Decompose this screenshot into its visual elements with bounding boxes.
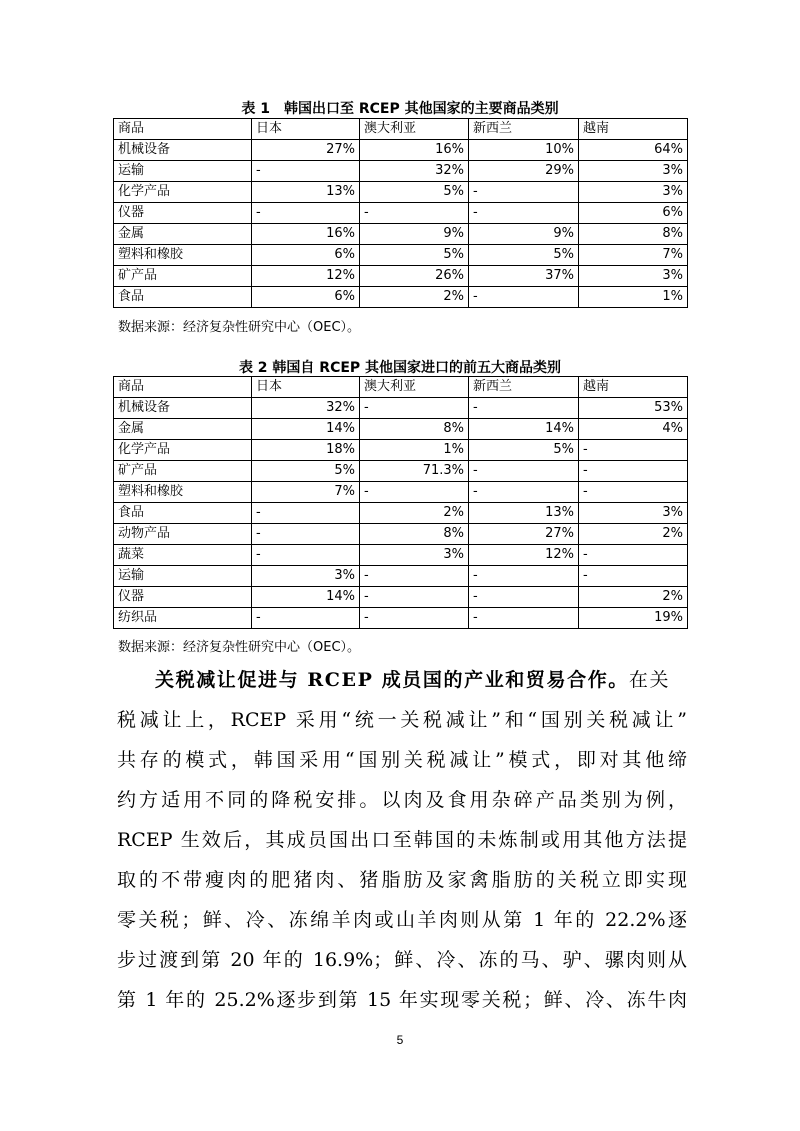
table1-source-note: 数据来源：经济复杂性研究中心（OEC）。	[118, 320, 361, 335]
table-cell: 2%	[579, 524, 688, 545]
table-cell: 7%	[579, 245, 688, 266]
paragraph-first-line	[117, 660, 687, 700]
table-cell: -	[469, 587, 579, 608]
column-header: 新西兰	[469, 377, 579, 398]
page-number: 5	[396, 1033, 404, 1047]
table-row	[114, 398, 688, 419]
table-cell: -	[252, 161, 360, 182]
table-cell: -	[252, 545, 360, 566]
table-cell: -	[469, 461, 579, 482]
table-cell: 27%	[469, 524, 579, 545]
row-label: 食品	[114, 503, 252, 524]
paragraph-line: 取的不带瘦肉的肥猪肉、猪脂肪及家禽脂肪的关税立即实现	[117, 869, 687, 891]
table-cell: -	[579, 566, 688, 587]
table-cell: 5%	[360, 245, 469, 266]
table-cell: -	[360, 482, 469, 503]
table-cell: -	[579, 461, 688, 482]
table-cell: 5%	[469, 440, 579, 461]
table-cell: 2%	[360, 503, 469, 524]
table-cell: 27%	[252, 140, 360, 161]
table-cell: 8%	[579, 224, 688, 245]
table-row	[114, 461, 688, 482]
table-cell: 6%	[252, 287, 360, 308]
table-cell: -	[252, 608, 360, 629]
paragraph-line: 共存的模式，韩国采用“国别关税减让”模式，即对其他缔	[117, 749, 687, 771]
paragraph-heading: 关税减让促进与 RCEP 成员国的产业和贸易合作。	[155, 669, 629, 691]
table-cell: 8%	[360, 524, 469, 545]
table-row	[114, 182, 688, 203]
row-label: 矿产品	[114, 266, 252, 287]
table-header-row	[114, 377, 688, 398]
table-row	[114, 266, 688, 287]
table-cell: 13%	[469, 503, 579, 524]
table-cell: -	[469, 182, 579, 203]
row-label: 仪器	[114, 203, 252, 224]
table-cell: 10%	[469, 140, 579, 161]
table-row	[114, 203, 688, 224]
table-cell: 1%	[579, 287, 688, 308]
column-header: 越南	[579, 119, 688, 140]
table-cell: -	[360, 608, 469, 629]
column-header: 越南	[579, 377, 688, 398]
row-label: 塑料和橡胶	[114, 482, 252, 503]
table-row	[114, 140, 688, 161]
table-row	[114, 587, 688, 608]
row-label: 金属	[114, 419, 252, 440]
table-cell: 1%	[360, 440, 469, 461]
row-label: 机械设备	[114, 140, 252, 161]
table-cell: 5%	[252, 461, 360, 482]
row-label: 机械设备	[114, 398, 252, 419]
table-row	[114, 287, 688, 308]
table-cell: 3%	[579, 503, 688, 524]
table-cell: 2%	[579, 587, 688, 608]
table-row	[114, 545, 688, 566]
row-label: 运输	[114, 161, 252, 182]
table-cell: 19%	[579, 608, 688, 629]
table-cell: 6%	[252, 245, 360, 266]
table1	[113, 118, 688, 308]
table-row	[114, 482, 688, 503]
row-label: 动物产品	[114, 524, 252, 545]
table-header-row	[114, 119, 688, 140]
table-row	[114, 245, 688, 266]
column-header: 日本	[252, 377, 360, 398]
row-label: 金属	[114, 224, 252, 245]
table-row	[114, 440, 688, 461]
table-cell: -	[469, 482, 579, 503]
table-cell: -	[252, 503, 360, 524]
table-row	[114, 419, 688, 440]
table-cell: 6%	[579, 203, 688, 224]
column-header: 商品	[114, 377, 252, 398]
table-row	[114, 224, 688, 245]
table-row	[114, 503, 688, 524]
table-cell: -	[469, 608, 579, 629]
table1-title: 表 1 韩国出口至 RCEP 其他国家的主要商品类别	[241, 101, 559, 117]
table-cell: -	[360, 587, 469, 608]
row-label: 蔬菜	[114, 545, 252, 566]
table-cell: 26%	[360, 266, 469, 287]
table-cell: 5%	[469, 245, 579, 266]
table-cell: 32%	[252, 398, 360, 419]
table-cell: 3%	[579, 161, 688, 182]
row-label: 化学产品	[114, 440, 252, 461]
table-cell: -	[579, 482, 688, 503]
table-cell: 3%	[579, 266, 688, 287]
table-cell: -	[579, 545, 688, 566]
table-cell: 16%	[360, 140, 469, 161]
paragraph-line: RCEP 生效后，其成员国出口至韩国的未炼制或用其他方法提	[117, 829, 687, 851]
paragraph-line: 步过渡到第 20 年的 16.9%；鲜、冷、冻的马、驴、骡肉则从	[117, 949, 687, 971]
row-label: 纺织品	[114, 608, 252, 629]
table-row	[114, 608, 688, 629]
table-cell: 29%	[469, 161, 579, 182]
paragraph-line: 零关税；鲜、冷、冻绵羊肉或山羊肉则从第 1 年的 22.2%逐	[117, 909, 687, 931]
table2-title: 表 2 韩国自 RCEP 其他国家进口的前五大商品类别	[238, 360, 562, 376]
table-cell: -	[469, 287, 579, 308]
table-cell: 37%	[469, 266, 579, 287]
table-cell: 53%	[579, 398, 688, 419]
table-cell: -	[360, 203, 469, 224]
table-cell: 9%	[360, 224, 469, 245]
table-cell: 12%	[252, 266, 360, 287]
column-header: 日本	[252, 119, 360, 140]
row-label: 食品	[114, 287, 252, 308]
table-cell: 2%	[360, 287, 469, 308]
table-cell: 64%	[579, 140, 688, 161]
row-label: 矿产品	[114, 461, 252, 482]
column-header: 商品	[114, 119, 252, 140]
body-paragraph	[117, 660, 687, 1020]
table-row	[114, 161, 688, 182]
column-header: 新西兰	[469, 119, 579, 140]
table-cell: 8%	[360, 419, 469, 440]
table-cell: -	[252, 203, 360, 224]
table-cell: 12%	[469, 545, 579, 566]
row-label: 运输	[114, 566, 252, 587]
table-cell: 14%	[469, 419, 579, 440]
table-cell: 4%	[579, 419, 688, 440]
table-cell: 16%	[252, 224, 360, 245]
table-cell: 3%	[252, 566, 360, 587]
paragraph-first-line-rest: 在关	[628, 669, 671, 691]
table-cell: 32%	[360, 161, 469, 182]
column-header: 澳大利亚	[360, 119, 469, 140]
table2-source-note: 数据来源：经济复杂性研究中心（OEC）。	[118, 640, 361, 655]
paragraph-line: 第 1 年的 25.2%逐步到第 15 年实现零关税；鲜、冷、冻牛肉	[117, 989, 687, 1011]
row-label: 塑料和橡胶	[114, 245, 252, 266]
table-cell: 13%	[252, 182, 360, 203]
table-cell: 7%	[252, 482, 360, 503]
table-cell: -	[579, 440, 688, 461]
table-cell: 71.3%	[360, 461, 469, 482]
table-cell: -	[252, 524, 360, 545]
table-cell: -	[360, 398, 469, 419]
paragraph-line: 约方适用不同的降税安排。以肉及食用杂碎产品类别为例，	[117, 789, 687, 811]
paragraph-line: 税减让上，RCEP 采用“统一关税减让”和“国别关税减让”	[117, 709, 687, 731]
table-cell: 5%	[360, 182, 469, 203]
table-cell: -	[469, 203, 579, 224]
table-row	[114, 524, 688, 545]
table-cell: 3%	[360, 545, 469, 566]
table-cell: 3%	[579, 182, 688, 203]
table-cell: -	[469, 398, 579, 419]
table-cell: 14%	[252, 419, 360, 440]
table-cell: -	[469, 566, 579, 587]
table-cell: 18%	[252, 440, 360, 461]
table-cell: 14%	[252, 587, 360, 608]
column-header: 澳大利亚	[360, 377, 469, 398]
table-row	[114, 566, 688, 587]
table-cell: 9%	[469, 224, 579, 245]
table2	[113, 376, 688, 629]
row-label: 仪器	[114, 587, 252, 608]
row-label: 化学产品	[114, 182, 252, 203]
table-cell: -	[360, 566, 469, 587]
